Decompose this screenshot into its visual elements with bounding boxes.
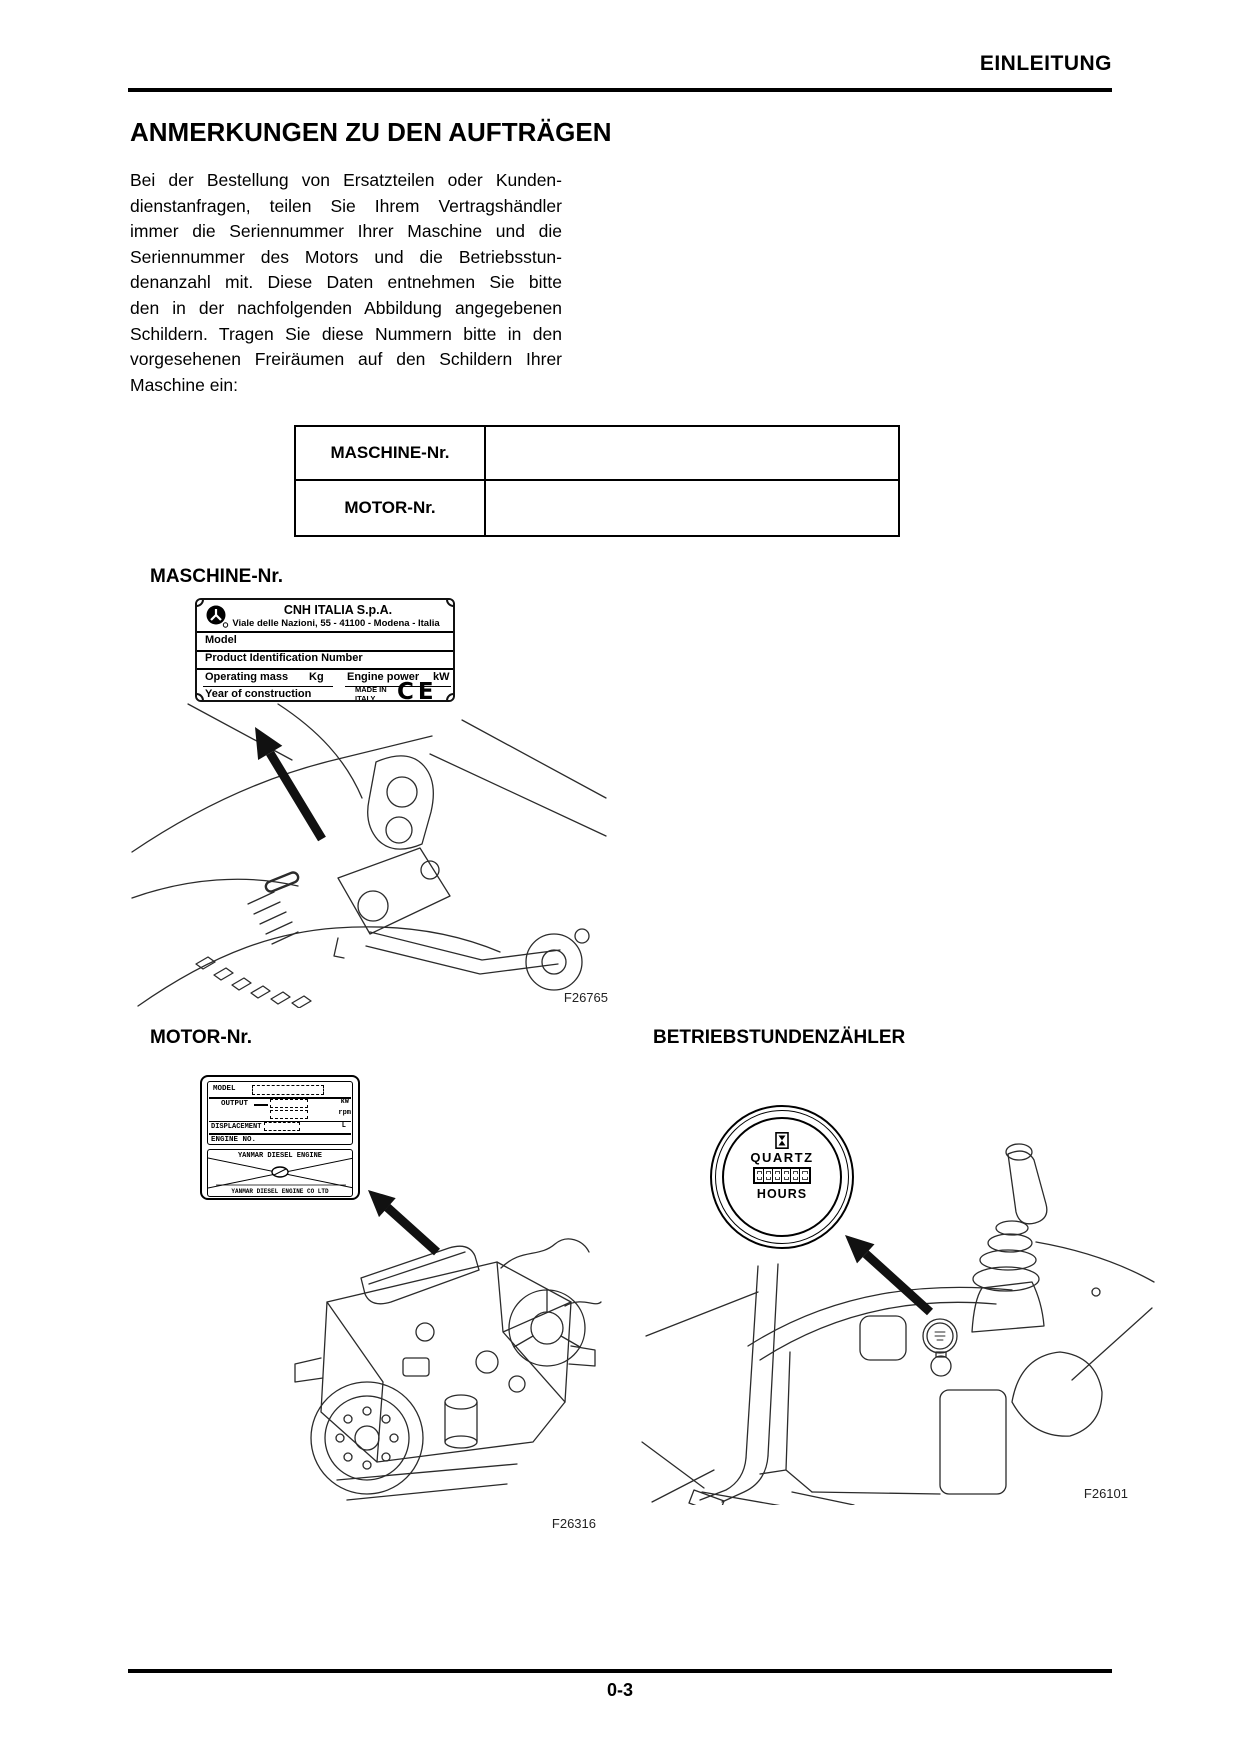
plate-pin-label: Product Identification Number [205, 652, 363, 664]
console-hourmeter-location-drawing [640, 1140, 1155, 1505]
section-title: ANMERKUNGEN ZU DEN AUFTRÄGEN [130, 117, 612, 147]
engine-plate-model-label: MODEL [213, 1085, 236, 1093]
serial-number-table [294, 425, 900, 537]
intro-line: denanzahl mit. Diese Daten entnehmen Sie bitte [130, 272, 562, 293]
displacement-label: DISPLACEMENT [211, 1123, 262, 1131]
plate-power-label: Engine power [347, 670, 420, 683]
speed-unit: rpm [338, 1109, 351, 1117]
output-unit: kW [340, 1097, 349, 1106]
page-header: EINLEITUNG [979, 52, 1112, 75]
plate-divider [209, 1133, 351, 1135]
pointer-arrow [255, 727, 326, 841]
intro-line: Seriennummer des Motors und die Betriebsstun- [130, 246, 562, 267]
motor-number-section-label: MOTOR-Nr. [150, 1027, 253, 1048]
machine-number-section-label: MASCHINE-Nr. [150, 566, 284, 587]
plate-corner-notch [446, 693, 455, 702]
intro-line: Maschine ein: [130, 374, 238, 395]
intro-line: Schildern. Tragen Sie diese Nummern bitte in den [130, 323, 562, 344]
intro-line: vorgesehenen Freiräumen auf den Schildern Ihrer [130, 349, 562, 370]
displacement-unit: L [341, 1122, 346, 1130]
pointer-arrow [368, 1190, 440, 1255]
page-number: 0-3 [606, 1680, 633, 1700]
engine-no-label: ENGINE NO. [211, 1135, 257, 1144]
motor-number-value-cell [486, 481, 898, 535]
figure-code: F26101 [1083, 1486, 1128, 1501]
plate-address: Viale delle Nazioni, 55 - 41100 - Modena - Italia [232, 618, 440, 629]
footer-rule [128, 1669, 1112, 1673]
plate-company: CNH ITALIA S.p.A. [283, 603, 393, 617]
plate-power-unit: kW [433, 670, 450, 683]
displacement-blank-box [264, 1122, 300, 1131]
engine-plate-data-box [207, 1081, 353, 1145]
output-dash [254, 1104, 268, 1106]
model-blank-box [252, 1085, 324, 1095]
figure-code: F26316 [551, 1516, 596, 1531]
header-rule [128, 88, 1112, 92]
intro-line: den in der nachfolgenden Abbildung angegebenen [130, 297, 562, 318]
pointer-arrow [845, 1235, 933, 1315]
motor-number-label-cell: MOTOR-Nr. [296, 481, 486, 535]
plate-year-label: Year of construction [205, 687, 312, 700]
table-row [296, 427, 898, 481]
plate-corner-notch [195, 693, 204, 702]
machine-serial-location-drawing [130, 702, 610, 1008]
intro-line: immer die Seriennummer Ihrer Maschine und die [130, 221, 562, 242]
engine-drawing [265, 1150, 605, 1520]
engine-brand: YANMAR DIESEL ENGINE [237, 1151, 322, 1160]
engine-plate-output-label: OUTPUT [221, 1100, 249, 1108]
plate-mass-label: Operating mass [205, 670, 289, 683]
speed-blank-box [270, 1110, 308, 1119]
intro-paragraph [130, 168, 562, 398]
plate-model-label: Model [205, 633, 237, 646]
plate-corner-notch [195, 598, 204, 607]
machine-id-plate [195, 598, 455, 702]
gauge-brand: QUARTZ [750, 1150, 814, 1165]
machine-number-label-cell: MASCHINE-Nr. [296, 427, 486, 479]
ce-mark: CE [397, 679, 438, 702]
intro-line: dienstanfragen, teilen Sie Ihrem Vertragshändler [130, 195, 562, 216]
plate-mass-unit: Kg [309, 670, 324, 683]
figure-code: F26765 [563, 990, 608, 1005]
machine-number-value-cell [486, 427, 898, 479]
hourmeter-section-label: BETRIEBSTUNDENZÄHLER [653, 1027, 906, 1048]
made-in-italy-label: MADE IN ITALY [355, 685, 387, 702]
engine-company: YANMAR DIESEL ENGINE CO LTD [231, 1187, 329, 1195]
output-blank-box [270, 1099, 308, 1108]
table-row [296, 481, 898, 535]
intro-line: Bei der Bestellung von Ersatzteilen oder Kunden- [130, 170, 562, 190]
plate-divider [197, 668, 453, 670]
gauge-unit: HOURS [756, 1187, 808, 1201]
